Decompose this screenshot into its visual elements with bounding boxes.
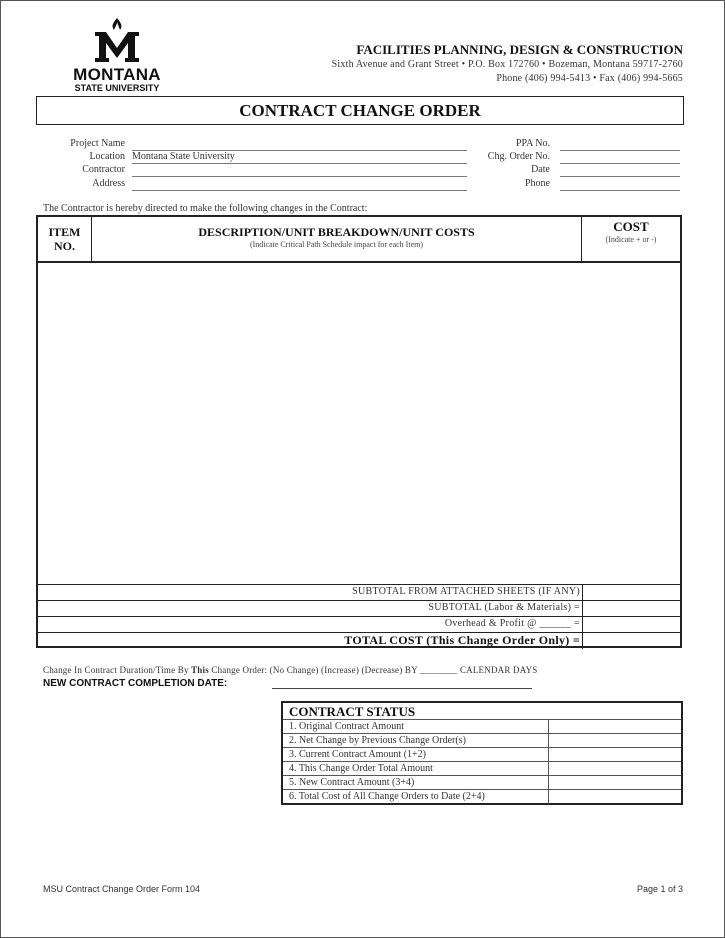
status-row-value[interactable] — [548, 762, 682, 776]
contractor-field[interactable] — [132, 164, 467, 177]
status-row-value[interactable] — [548, 720, 682, 734]
cost-header — [582, 217, 680, 261]
project-name-field[interactable] — [132, 138, 467, 151]
status-row-label: 1. Original Contract Amount — [289, 721, 404, 732]
form-number: MSU Contract Change Order Form 104 — [43, 884, 201, 894]
status-row-value[interactable] — [548, 790, 682, 804]
contractor-label: Contractor — [82, 164, 125, 175]
contract-status-box — [281, 701, 683, 805]
status-row — [283, 761, 681, 776]
item-header-line2: NO. — [54, 239, 75, 253]
chg-order-no-label: Chg. Order No. — [487, 151, 550, 162]
logo-name: MONTANA — [73, 65, 161, 84]
cost-header-title: COST — [613, 219, 649, 234]
subtotal-label: SUBTOTAL (Labor & Materials) = — [428, 602, 580, 613]
status-row — [283, 733, 681, 748]
page-number: Page 1 of 3 — [636, 884, 683, 894]
overhead-cell[interactable] — [582, 617, 680, 633]
description-header-note: (Indicate Critical Path Schedule impact for each Item) — [249, 240, 424, 249]
status-row-value[interactable] — [548, 776, 682, 790]
completion-date-label: NEW CONTRACT COMPLETION DATE: — [43, 678, 228, 689]
subtotal-attached-row — [38, 584, 680, 601]
status-row-value[interactable] — [548, 748, 682, 762]
logo-subtitle: STATE UNIVERSITY — [74, 83, 160, 93]
total-cost-label: TOTAL COST (This Change Order Only) = — [344, 633, 580, 647]
overhead-row — [38, 616, 680, 633]
status-row-label: 6. Total Cost of All Change Orders to Date (2+4) — [289, 791, 485, 802]
contract-status-title: CONTRACT STATUS — [289, 704, 416, 719]
status-row-label: 3. Current Contract Amount (1+2) — [289, 749, 427, 760]
ppa-no-label: PPA No. — [515, 138, 550, 149]
ppa-no-field[interactable] — [560, 138, 680, 151]
subtotal-attached-label: SUBTOTAL FROM ATTACHED SHEETS (IF ANY) — [352, 586, 580, 597]
duration-change-suffix: Change Order: (No Change) (Increase) (Decrease) BY ________ CALENDAR DAYS — [211, 665, 538, 675]
status-row — [283, 747, 681, 762]
department-name: FACILITIES PLANNING, DESIGN & CONSTRUCTION — [356, 42, 683, 57]
subtotal-attached-cell[interactable] — [582, 585, 680, 601]
status-row-label: 4. This Change Order Total Amount — [289, 763, 433, 774]
status-row-value[interactable] — [548, 734, 682, 748]
item-no-header — [38, 217, 92, 261]
description-header-title: DESCRIPTION/UNIT BREAKDOWN/UNIT COSTS — [198, 225, 475, 239]
duration-change-prefix: Change In Contract Duration/Time By — [43, 665, 189, 675]
msu-logo — [62, 18, 172, 96]
status-row-label: 2. Net Change by Previous Change Order(s) — [289, 735, 466, 746]
subtotal-row — [38, 600, 680, 617]
directive-text: The Contractor is hereby directed to make the following changes in the Contract: — [43, 203, 368, 214]
address-label: Address — [92, 178, 125, 189]
completion-date-field[interactable] — [272, 688, 532, 689]
status-row — [283, 789, 681, 804]
status-row — [283, 775, 681, 790]
phone-field[interactable] — [560, 178, 680, 191]
cost-header-note: (Indicate + or -) — [605, 235, 657, 244]
date-label: Date — [531, 164, 550, 175]
department-phone: Phone (406) 994-5413 • Fax (406) 994-5665 — [496, 73, 683, 84]
overhead-label: Overhead & Profit @ ______ = — [444, 618, 580, 629]
location-label: Location — [89, 151, 125, 162]
phone-label: Phone — [525, 178, 550, 189]
status-row — [283, 719, 681, 734]
duration-change-bold: This — [191, 665, 209, 675]
address-field[interactable] — [132, 178, 467, 191]
duration-change-line — [43, 665, 537, 675]
date-field[interactable] — [560, 164, 680, 177]
msu-logo-icon — [92, 18, 142, 64]
form-title: CONTRACT CHANGE ORDER — [36, 96, 684, 125]
project-name-label: Project Name — [70, 138, 125, 149]
change-items-table — [36, 215, 682, 648]
items-entry-area[interactable] — [38, 263, 680, 585]
subtotal-cell[interactable] — [582, 601, 680, 617]
status-row-label: 5. New Contract Amount (3+4) — [289, 777, 415, 788]
department-address: Sixth Avenue and Grant Street • P.O. Box 172760 • Bozeman, Montana 59717-2760 — [331, 59, 683, 70]
item-header-line1: ITEM — [48, 225, 81, 239]
total-cost-row — [38, 632, 680, 649]
description-header — [92, 217, 582, 261]
location-field[interactable]: Montana State University — [132, 151, 467, 164]
total-cost-cell[interactable] — [582, 633, 680, 649]
chg-order-no-field[interactable] — [560, 151, 680, 164]
